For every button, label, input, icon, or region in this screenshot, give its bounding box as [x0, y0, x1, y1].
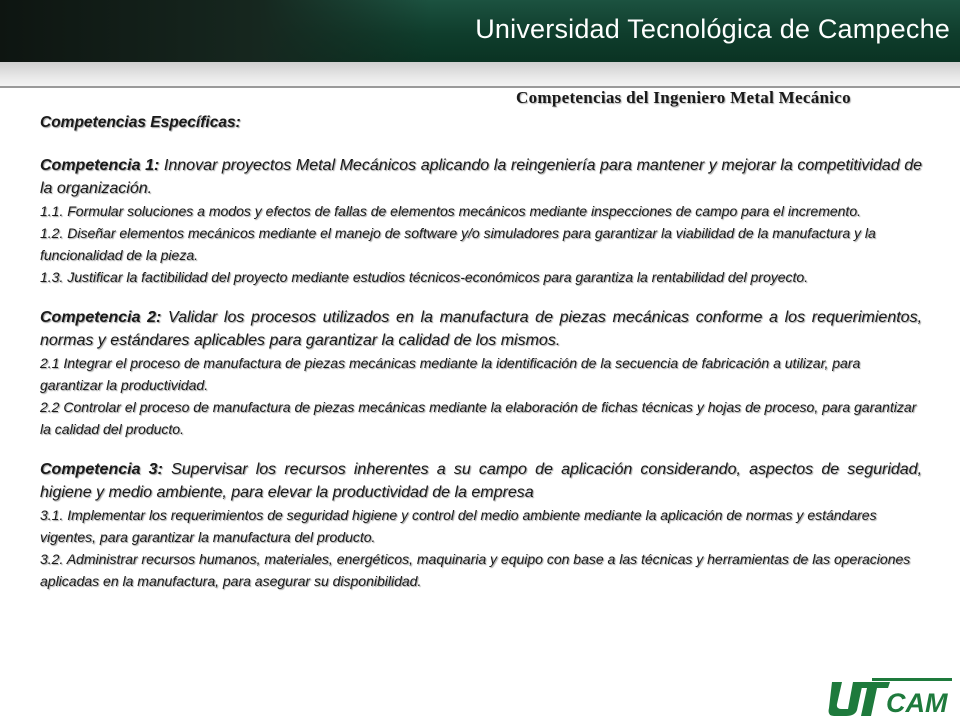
- competency-text: Validar los procesos utilizados en la manufactura de piezas mecánicas conforme a los requerimientos, normas y estándares aplicables para garantizar la calidad de los mismos.: [40, 309, 923, 349]
- competency-statement: [40, 306, 922, 352]
- logo-text: CAM: [886, 688, 948, 716]
- slide-subtitle: Competencias del Ingeniero Metal Mecánico: [516, 88, 851, 107]
- competency-block: [40, 306, 922, 440]
- competency-block: [40, 458, 922, 592]
- competency-item: 1.1. Formular soluciones a modos y efectos de fallas de elementos mecánicos mediante inspecciones de campo para el incremento.: [40, 203, 861, 219]
- competency-item: 2.1 Integrar el proceso de manufactura de piezas mecánicas mediante la identificación de la secuencia de fabricación a utilizar, para garantizar la productividad.: [40, 355, 861, 393]
- competency-item: 1.3. Justificar la factibilidad del proyecto mediante estudios técnicos-económicos para garantiza la rentabilidad del proyecto.: [40, 269, 809, 285]
- competency-statement: [40, 154, 922, 200]
- utcam-logo: [828, 676, 956, 716]
- competency-text: Innovar proyectos Metal Mecánicos aplicando la reingeniería para mantener y mejorar la competitividad de la organización.: [40, 157, 923, 197]
- competency-item: 2.2 Controlar el proceso de manufactura de piezas mecánicas mediante la elaboración de fichas técnicas y hojas de proceso, para garantizar la calidad del producto.: [40, 399, 917, 437]
- competency-block: [40, 154, 922, 288]
- competency-text: Supervisar los recursos inherentes a su campo de aplicación considerando, aspectos de seguridad, higiene y medio ambiente, para elevar la productividad de la empresa: [40, 461, 923, 501]
- competency-item: 1.2. Diseñar elementos mecánicos mediante el manejo de software y/o simuladores para garantizar la viabilidad de la manufactura y la funcionalidad de la pieza.: [40, 225, 876, 263]
- competency-statement: [40, 458, 922, 504]
- competency-label: Competencia 3:: [40, 461, 163, 478]
- content-area: [40, 114, 922, 592]
- competency-label: Competencia 1:: [40, 157, 160, 174]
- competency-item: 3.2. Administrar recursos humanos, materiales, energéticos, maquinaria y equipo con base a las técnicas y herramientas de las operaciones aplicadas en la manufactura, para asegurar su disponibilidad.: [40, 551, 911, 589]
- subtitle-band: [0, 62, 960, 88]
- competency-label: Competencia 2:: [40, 309, 162, 326]
- competency-item: 3.1. Implementar los requerimientos de seguridad higiene y control del medio ambiente mediante la aplicación de normas y estándares vigentes, para garantizar la manufactura del producto.: [40, 507, 877, 545]
- university-title: Universidad Tecnológica de Campeche: [475, 14, 950, 44]
- header-bar: [0, 0, 960, 62]
- header-dark-panel: [0, 0, 430, 62]
- section-heading: Competencias Específicas:: [40, 114, 241, 131]
